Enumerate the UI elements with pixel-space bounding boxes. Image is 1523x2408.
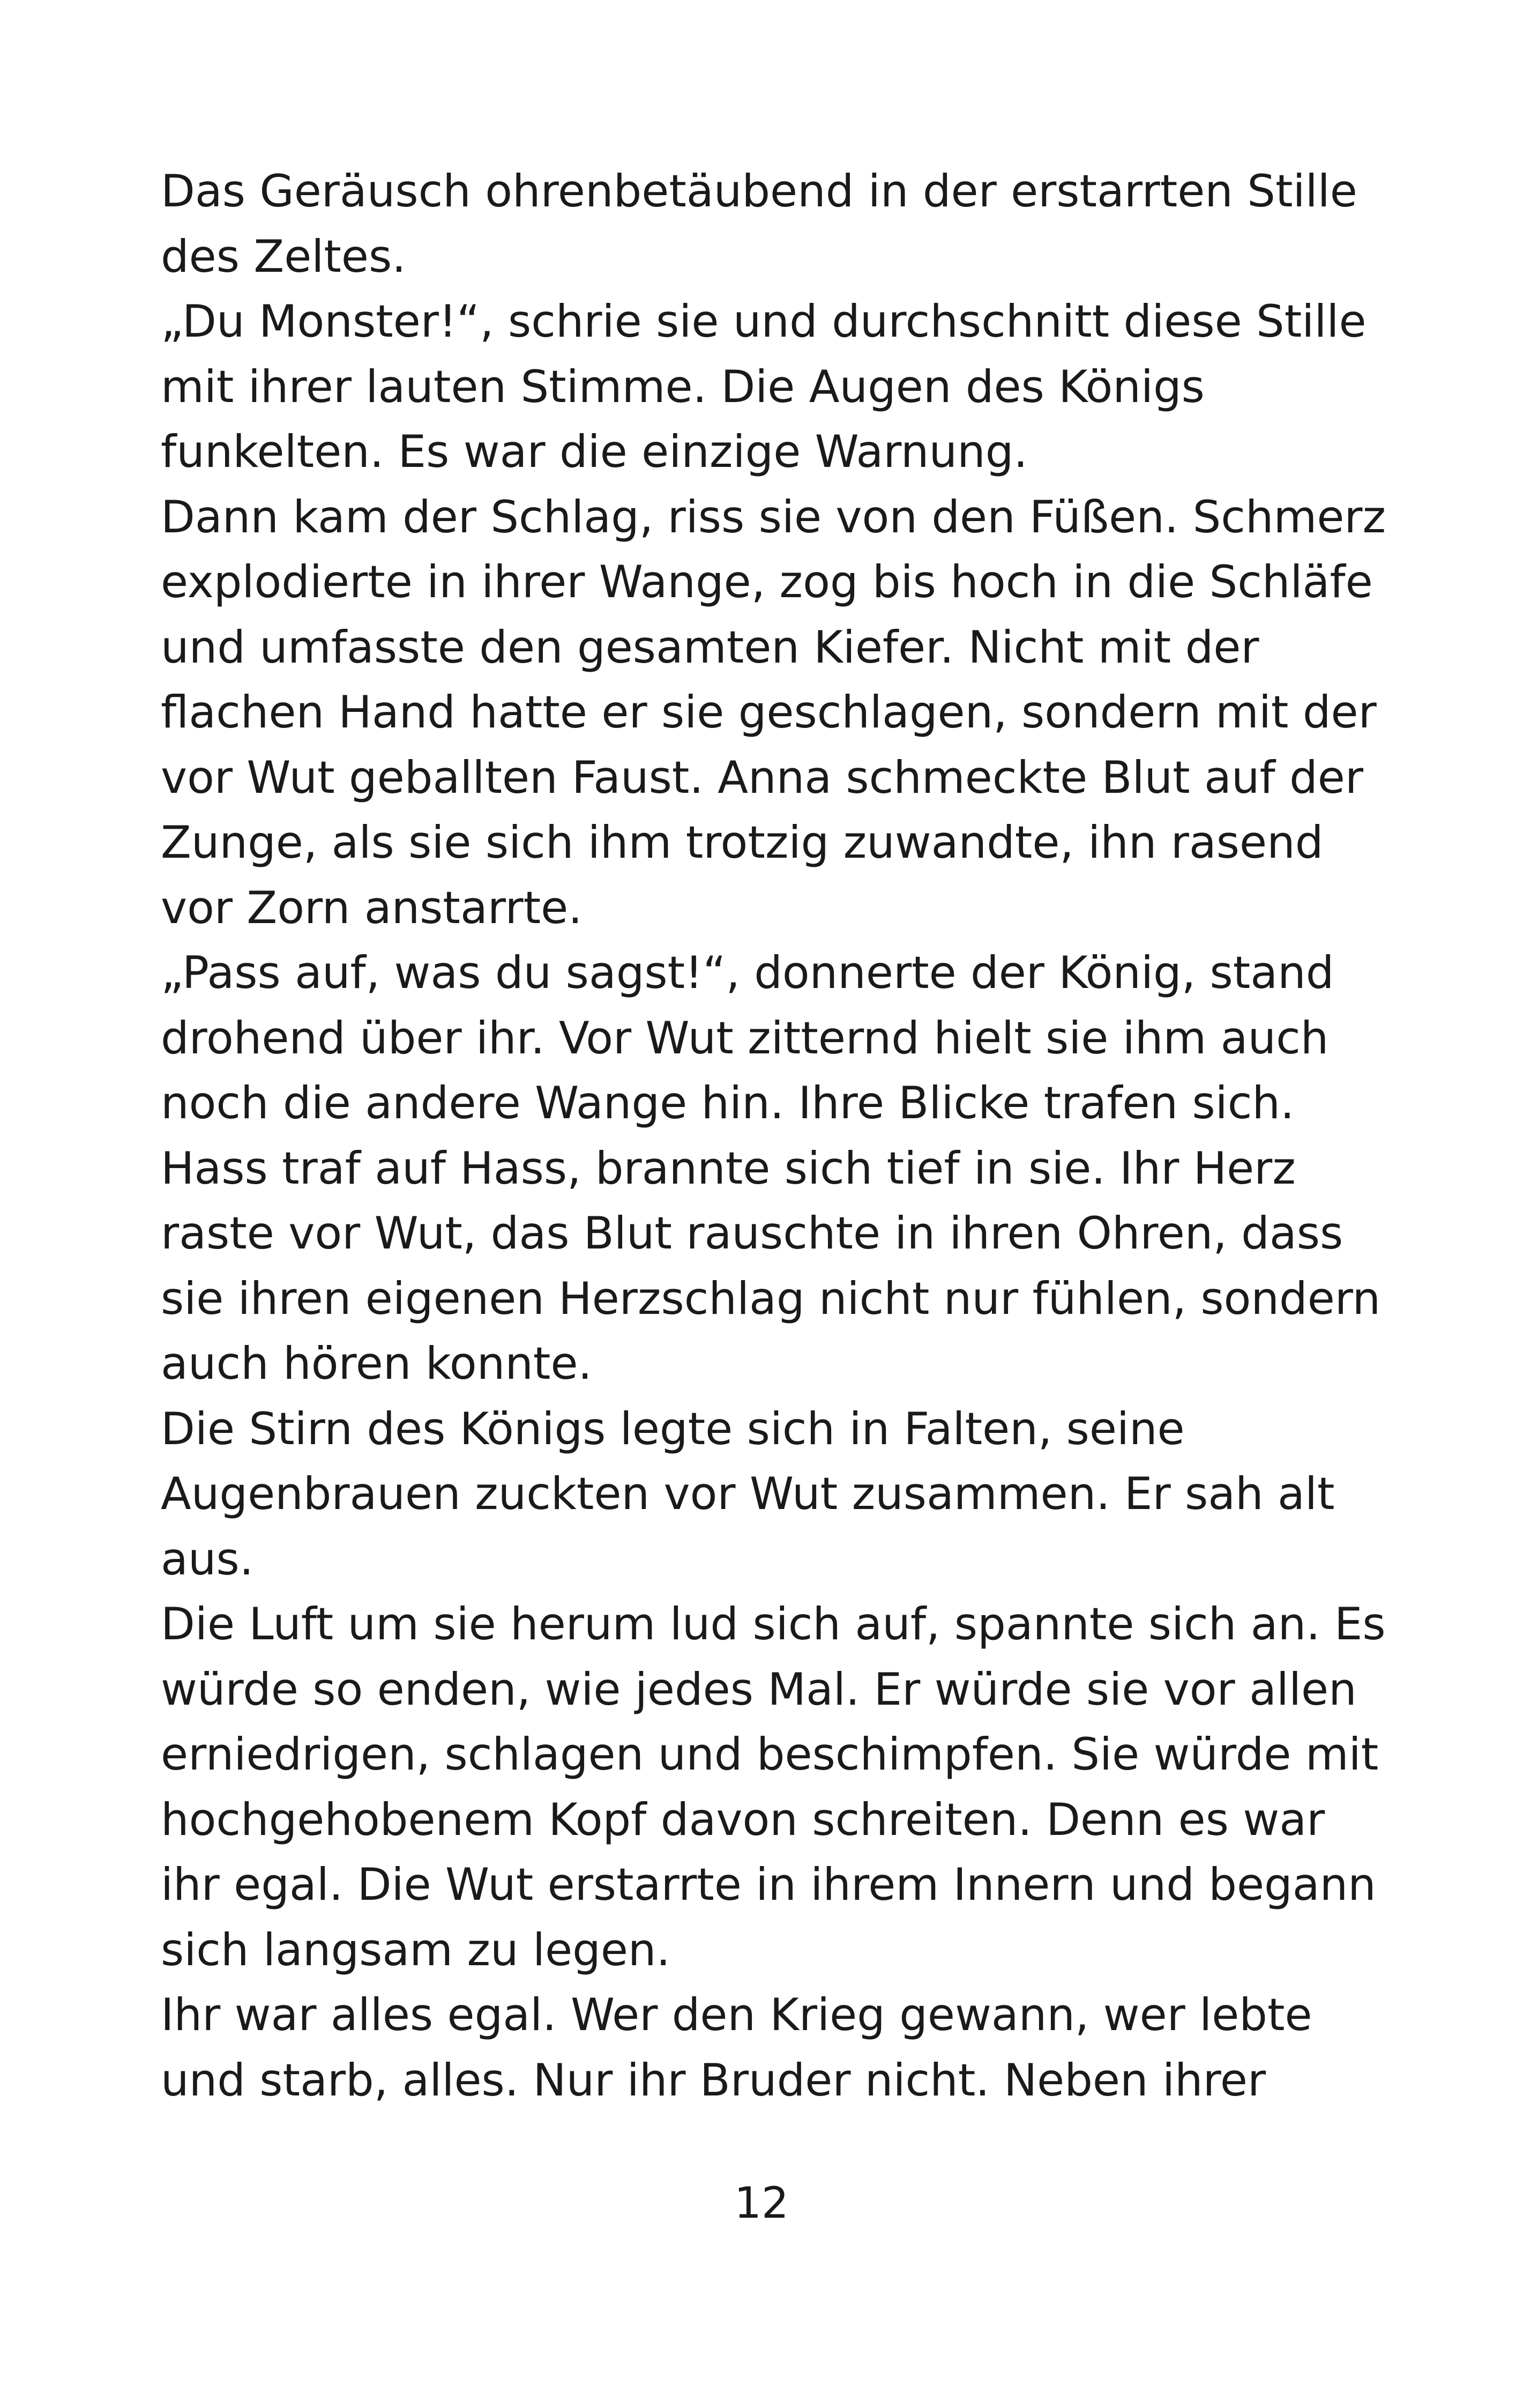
text-line: Dann kam der Schlag, riss sie von den Füßen. Schmerz [161, 490, 1386, 543]
text-line: auch hören konnte. [161, 1337, 592, 1389]
text-line: sie ihren eigenen Herzschlag nicht nur fühlen, sondern [161, 1272, 1381, 1325]
text-line: mit ihrer lauten Stimme. Die Augen des Königs [161, 360, 1205, 413]
text-line: Hass traf auf Hass, brannte sich tief in sie. Ihr Herz [161, 1142, 1296, 1194]
text-line: erniedrigen, schlagen und beschimpfen. Sie würde mit [161, 1728, 1379, 1780]
text-line: „Pass auf, was du sagst!“, donnerte der König, stand [161, 947, 1334, 999]
text-line: raste vor Wut, das Blut rauschte in ihren Ohren, dass [161, 1207, 1343, 1259]
text-line: und starb, alles. Nur ihr Bruder nicht. Neben ihrer [161, 2054, 1266, 2106]
text-line: Die Luft um sie herum lud sich auf, spannte sich an. Es [161, 1598, 1386, 1650]
page-number: 12 [734, 2178, 789, 2228]
text-line: und umfasste den gesamten Kiefer. Nicht mit der [161, 621, 1259, 673]
text-line: „Du Monster!“, schrie sie und durchschnitt diese Stille [161, 295, 1367, 347]
text-line: funkelten. Es war die einzige Warnung. [161, 426, 1028, 478]
text-line: des Zeltes. [161, 230, 406, 283]
text-line: noch die andere Wange hin. Ihre Blicke trafen sich. [161, 1077, 1295, 1129]
text-line: vor Zorn anstarrte. [161, 881, 583, 934]
text-line: Ihr war alles egal. Wer den Krieg gewann, wer lebte [161, 1989, 1312, 2041]
text-line: explodierte in ihrer Wange, zog bis hoch in die Schläfe [161, 556, 1373, 608]
text-line: ihr egal. Die Wut erstarrte in ihrem Innern und begann [161, 1859, 1376, 1911]
text-line: Zunge, als sie sich ihm trotzig zuwandte, ihn rasend [161, 816, 1324, 868]
text-line: hochgehobenem Kopf davon schreiten. Denn es war [161, 1793, 1325, 1846]
text-line: Augenbrauen zuckten vor Wut zusammen. Er sah alt [161, 1468, 1335, 1520]
text-line: vor Wut geballten Faust. Anna schmeckte Blut auf der [161, 751, 1363, 804]
text-line: Die Stirn des Königs legte sich in Falten, seine [161, 1402, 1185, 1455]
text-line: drohend über ihr. Vor Wut zitternd hielt sie ihm auch [161, 1012, 1329, 1064]
text-line: aus. [161, 1533, 254, 1585]
body-text [161, 159, 1386, 2113]
text-line: sich langsam zu legen. [161, 1923, 670, 1976]
text-line: flachen Hand hatte er sie geschlagen, sondern mit der [161, 686, 1377, 738]
text-line: Das Geräusch ohrenbetäubend in der erstarrten Stille [161, 165, 1357, 217]
text-line: würde so enden, wie jedes Mal. Er würde sie vor allen [161, 1663, 1357, 1715]
